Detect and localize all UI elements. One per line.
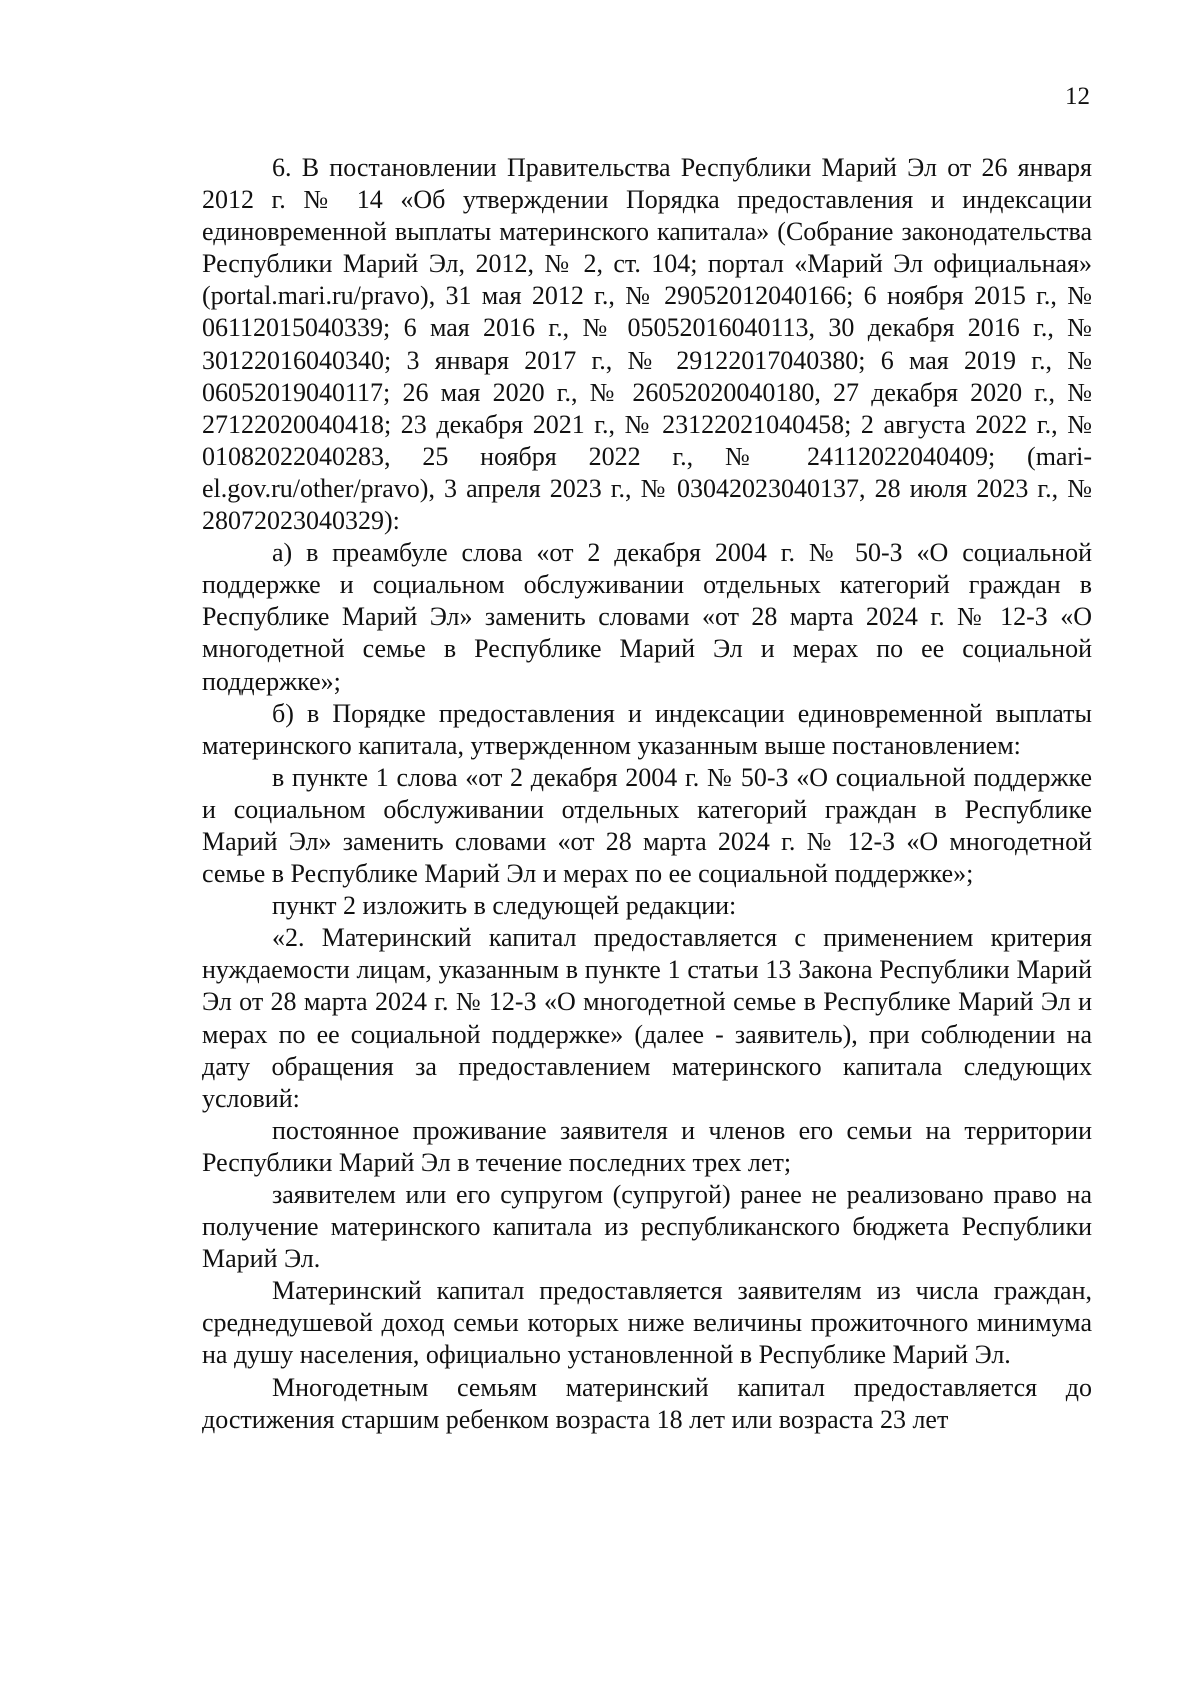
paragraph-point-2-intro: пункт 2 изложить в следующей редакции: <box>272 891 737 921</box>
paragraph-income-criterion: Материнский капитал предоставляется заявителям из числа граждан, среднедушевой доход семьи которых ниже величины прожиточного минимума на душу населения, официально установленной в Республике Марий Эл. <box>202 1276 1092 1370</box>
paragraph-point-2-text: «2. Материнский капитал предоставляется с применением критерия нуждаемости лицам, указанным в пункте 1 статьи 13 Закона Республики Марий Эл от 28 марта 2024 г. № 12-З «О многодетной семье в Республике Марий Эл и мерах по ее социальной поддержке» (далее - заявитель), при соблюдении на дату обращения за предоставлением материнского капитала следующих условий: <box>202 923 1092 1113</box>
paragraph-b-order: б) в Порядке предоставления и индексации единовременной выплаты материнского капитала, утвержденном указанным выше постановлением: <box>202 698 1092 760</box>
paragraph-a-preamble: а) в преамбуле слова «от 2 декабря 2004 г. № 50-З «О социальной поддержке и социальном обслуживании отдельных категорий граждан в Республике Марий Эл» заменить словами «от 28 марта 2024 г. № 12-З «О многодетной семье в Республике Марий Эл и мерах по ее социальной поддержке»; <box>202 538 1092 696</box>
page-number: 12 <box>1065 83 1090 110</box>
document-body <box>202 152 1092 1436</box>
paragraph-point-1: в пункте 1 слова «от 2 декабря 2004 г. № 50-З «О социальной поддержке и социальном обслуживании отдельных категорий граждан в Республике Марий Эл» заменить словами «от 28 марта 2024 г. № 12-З «О многодетной семье в Республике Марий Эл и мерах по ее социальной поддержке»; <box>202 762 1092 889</box>
paragraph-condition-not-realized: заявителем или его супругом (супругой) ранее не реализовано право на получение материнского капитала из республиканского бюджета Республики Марий Эл. <box>202 1180 1092 1274</box>
paragraph-condition-residence: постоянное проживание заявителя и членов его семьи на территории Республики Марий Эл в течение последних трех лет; <box>202 1115 1092 1177</box>
paragraph-large-families: Многодетным семьям материнский капитал предоставляется до достижения старшим ребенком возраста 18 лет или возраста 23 лет <box>202 1372 1092 1434</box>
paragraph-6-intro: 6. В постановлении Правительства Республики Марий Эл от 26 января 2012 г. № 14 «Об утверждении Порядка предоставления и индексации единовременной выплаты материнского капитала» (Собрание законодательства Республики Марий Эл, 2012, № 2, ст. 104; портал «Марий Эл официальная» (portal.mari.ru/pravo), 31 мая 2012 г., № 29052012040166; 6 ноября 2015 г., № 06112015040339; 6 мая 2016 г., № 05052016040113, 30 декабря 2016 г., № 30122016040340; 3 января 2017 г., № 29122017040380; 6 мая 2019 г., № 06052019040117; 26 мая 2020 г., № 26052020040180, 27 декабря 2020 г., № 27122020040418; 23 декабря 2021 г., № 23122021040458; 2 августа 2022 г., № 01082022040283, 25 ноября 2022 г., № 24112022040409; (mari-el.gov.ru/other/pravo), 3 апреля 2023 г., № 03042023040137, 28 июля 2023 г., № 28072023040329): <box>202 153 1092 536</box>
